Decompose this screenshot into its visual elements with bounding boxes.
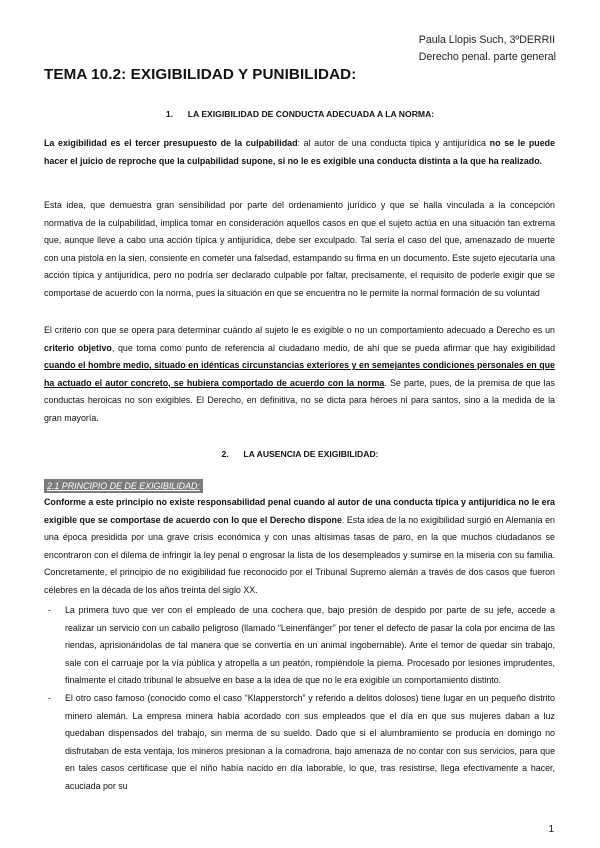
paragraph-3 [44, 322, 555, 428]
section-2-heading [0, 449, 600, 459]
subsection-2-1-heading: 2.1 PRINCIPIO DE DE EXIGIBILIDAD: [44, 479, 203, 493]
p4-text-c: . Esta idea de la no exigibilidad surgió en Alemania en una época presidida por una grave crisis económica y con unas altísimas tasas de paro, en la que muchos ciudadanos se encontraron con el dilema de infringir la ley penal o engrosar la lista de los desempleados y sumirse en la miseria con su familia. Concretamente, el principio de no exigibilidad fue reconocido por el Tribunal Supremo alemán a través de dos casos que fueron célebres en la década de los años treinta del siglo XX. [44, 514, 555, 595]
list-item: - El otro caso famoso (conocido como el caso “Klapperstorch” y referido a delitos dolosos) tiene lugar en un pequeño distrito minero alemán. La empresa minera había acordado con sus empleados que el día en que sus mujeres daban a luz quedaban dispensados del trabajo, sin merma de su sueldo. Dado que si el alumbramiento se producía en domingo no disfrutaban de esta ventaja, los mineros presionan a la comadrona, bajo amenaza de no contar con sus servicios, para que en tales casos certificase que el niño había nacido en día laborable, lo que, tras resistirse, llega efectivamente a hacer, acuciada por su [44, 690, 555, 796]
p4-bold-b: no existe responsabilidad penal cuando al autor de una conducta típica y antijurídica no le era exigible que se comportase de acuerdo con lo que el Derecho dispone [44, 497, 555, 525]
section-1-number: 1. [165, 109, 174, 119]
paragraph-2 [44, 197, 555, 303]
page-number: 1 [548, 824, 554, 835]
list-item: - La primera tuvo que ver con el empleado de una cochera que, bajo presión de despido por parte de su jefe, accede a realizar un servicio con un caballo peligroso (llamado “Leinenfänger” por tener el defecto de pasar la cola por encima de las riendas, aprisionándolas de tal manera que se convertía en un animal ingobernable). Ante el temor de quedar sin trabajo, sale con el carruaje por la vía pública y atropella a un peatón, rompiéndole la pierna. Procesado por lesiones imprudentes, finalmente el citado tribunal le absuelve en base a la idea de que no le era exigible un comportamiento distinto. [44, 602, 555, 690]
section-1-heading [0, 109, 600, 119]
course-line: Derecho penal. parte general [418, 51, 556, 63]
page-header [419, 32, 556, 66]
p3-text-e: . Se parte, pues, de la premisa de que las conductas heroicas no son exigibles. El Derecho, en definitiva, no se dicta para héroes ni para santos, sino a la medida de la gran mayoría. [44, 377, 555, 423]
section-1-title: LA EXIGIBILIDAD DE CONDUCTA ADECUADA A LA NORMA: [187, 109, 435, 119]
paragraph-1 [44, 135, 555, 170]
p1-bold-c: no se le puede hacer el juicio de reproche que la culpabilidad supone, si no le es exigible una conducta distinta a la que ha realizado. [44, 138, 555, 166]
p1-text-b: : al autor de una conducta típica y antijurídica [297, 138, 490, 148]
paragraph-4 [44, 494, 555, 600]
p3-text-a: El criterio con que se opera para determinar cuándo al sujeto le es exigible o no un comportamiento adecuado a Derecho es un [44, 325, 555, 335]
author-line: Paula Llopis Such, 3ºDERRII [418, 34, 556, 46]
document-title: TEMA 10.2: EXIGIBILIDAD Y PUNIBILIDAD: [44, 66, 357, 83]
p3-text-c: , que toma como punto de referencia al ciudadano medio, de ahí que se pueda afirmar que hay exigibilidad [111, 342, 556, 353]
p1-bold-a: La exigibilidad es el tercer presupuesto de la culpabilidad [44, 138, 298, 148]
section-2-title: LA AUSENCIA DE EXIGIBILIDAD: [243, 449, 379, 459]
case-list [44, 602, 555, 796]
p2-text: Esta idea, que demuestra gran sensibilidad por parte del ordenamiento jurídico y que se halla vinculada a la concepción normativa de la culpabilidad, implica tomar en consideración aquellos casos en que el sujeto actúa en una situación tan extrema que, aunque lleve a cabo una acción típica y antijurídica, debe ser exculpado. Tal sería el caso del que, amenazado de muerte con una pistola en la sien, consiente en cometer una falsedad, estampando su firma en un documento. Este sujeto ejecutaría una acción típica y antijurídica, pero no podría ser declarado culpable por faltar, precisamente, el requisito de poderle exigir que se comportase de acuerdo con la norma, pues la situación en que se encuentra no le permite la normal formación de su voluntad [44, 200, 555, 298]
p3-bold-b: criterio objetivo [44, 342, 112, 353]
p4-bold-a: Conforme a este principio [44, 497, 157, 507]
p3-underlined-d: cuando el hombre medio, situado en idénticas circunstancias exteriores y en semejantes condiciones personales en que ha actuado el autor concreto, se hubiera comportado de acuerdo con la norma [44, 360, 555, 388]
section-2-number: 2. [221, 449, 229, 459]
